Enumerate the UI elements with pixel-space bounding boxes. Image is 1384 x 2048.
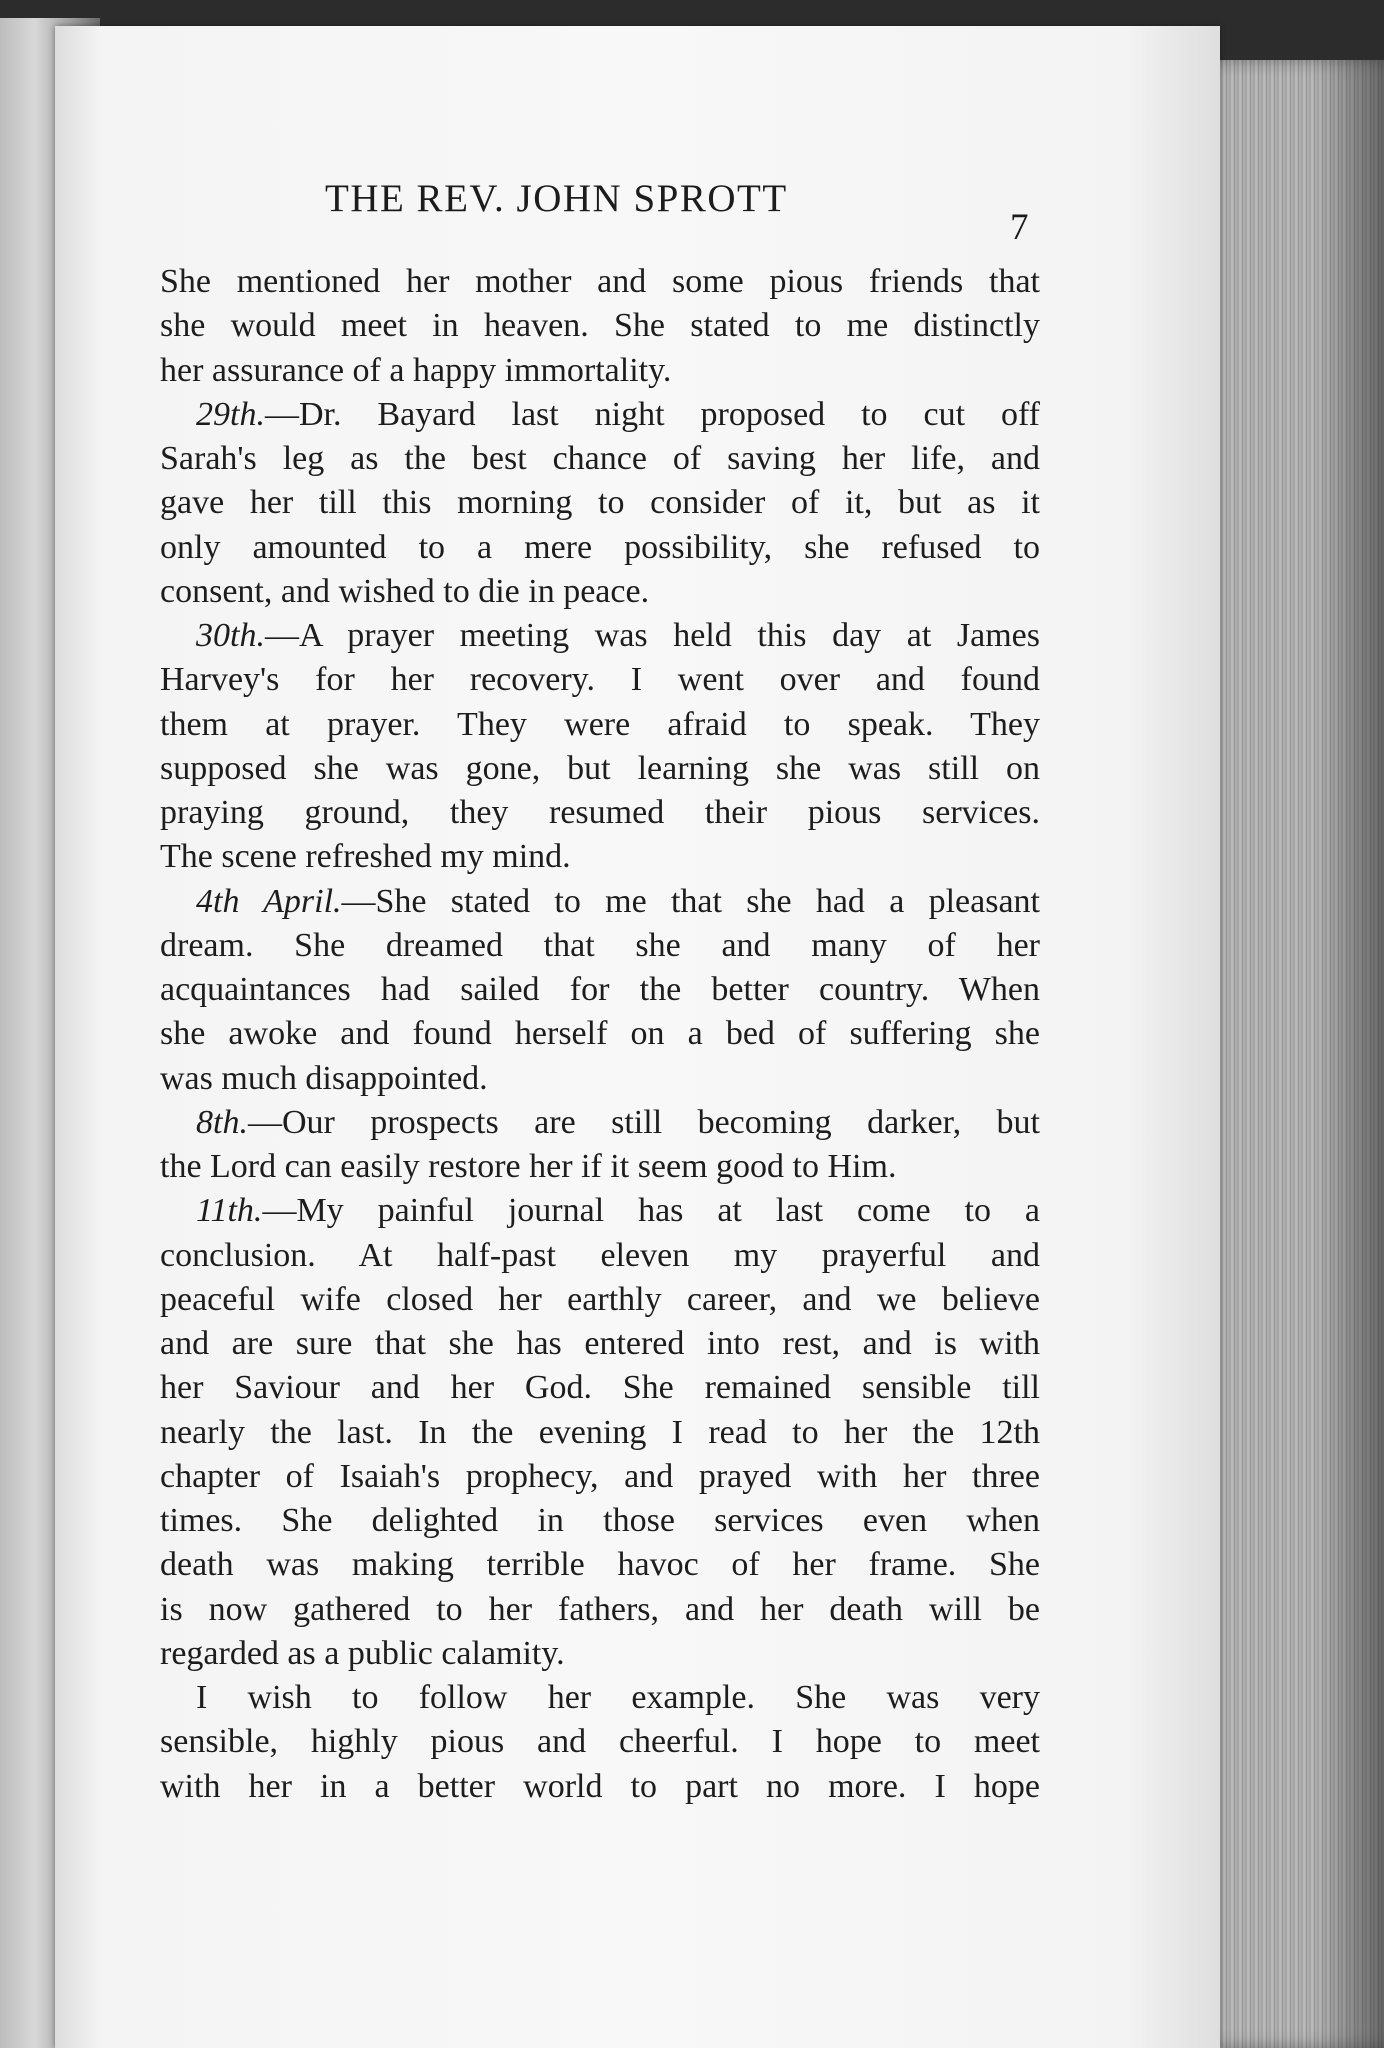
text-line: only amounted to a mere possibility, she refused to xyxy=(160,528,1040,566)
text-line: death was making terrible havoc of her frame. She xyxy=(160,1546,1040,1584)
running-title: THE REV. JOHN SPROTT xyxy=(325,177,788,220)
text-line: supposed she was gone, but learning she was still on xyxy=(160,749,1040,787)
entry-date: 8th. xyxy=(196,1103,248,1141)
text-line: times. She delighted in those services even when xyxy=(160,1502,1040,1539)
text-line: Sarah's leg as the best chance of saving her life, and xyxy=(160,440,1040,477)
entry-date: 30th. xyxy=(196,617,265,654)
text-line: I wish to follow her example. She was very xyxy=(196,1679,1040,1716)
text-line xyxy=(160,880,1040,924)
text-line: The scene refreshed my mind. xyxy=(160,838,571,876)
text-line: dream. She dreamed that she and many of her xyxy=(160,926,1040,964)
book-page xyxy=(55,26,1220,2048)
entry-text: —Dr. Bayard last night proposed to cut off xyxy=(264,395,1040,433)
text-line: consent, and wished to die in peace. xyxy=(160,572,650,610)
text-line: regarded as a public calamity. xyxy=(160,1634,565,1672)
entry-date: 11th. xyxy=(196,1192,263,1230)
text-line: and are sure that she has entered into rest, and is with xyxy=(160,1325,1040,1362)
text-line xyxy=(160,1101,1040,1145)
entry-date: 29th. xyxy=(196,395,265,433)
text-line xyxy=(160,614,1040,658)
text-line: sensible, highly pious and cheerful. I hope to meet xyxy=(160,1723,1040,1761)
body-text xyxy=(160,260,1040,1809)
text-line xyxy=(160,393,1040,437)
entry-text: —My painful journal has at last come to a xyxy=(262,1192,1040,1230)
entry-text: —A prayer meeting was held this day at James xyxy=(264,617,1040,654)
text-line: peaceful wife closed her earthly career, and we believe xyxy=(160,1280,1040,1318)
text-line: nearly the last. In the evening I read to her the 12th xyxy=(160,1413,1040,1451)
text-line: acquaintances had sailed for the better country. When xyxy=(160,971,1040,1008)
entry-date: 4th April. xyxy=(196,882,342,920)
text-line: the Lord can easily restore her if it seem good to Him. xyxy=(160,1148,897,1185)
text-line: chapter of Isaiah's prophecy, and prayed with her three xyxy=(160,1457,1040,1495)
text-line: her Saviour and her God. She remained sensible till xyxy=(160,1369,1040,1407)
page-number: 7 xyxy=(1010,207,1029,248)
text-line: them at prayer. They were afraid to speak. They xyxy=(160,705,1040,743)
text-line: gave her till this morning to consider of it, but as it xyxy=(160,484,1040,522)
text-line xyxy=(160,1189,1040,1233)
text-line: with her in a better world to part no more. I hope xyxy=(160,1767,1040,1805)
text-line: praying ground, they resumed their pious services. xyxy=(160,794,1040,831)
text-line: her assurance of a happy immortality. xyxy=(160,351,672,389)
text-line: she awoke and found herself on a bed of suffering she xyxy=(160,1015,1040,1053)
text-line: is now gathered to her fathers, and her death will be xyxy=(160,1590,1040,1628)
entry-text: —She stated to me that she had a pleasant xyxy=(341,882,1040,920)
text-line: she would meet in heaven. She stated to me distinctly xyxy=(160,307,1040,345)
text-line: She mentioned her mother and some pious friends that xyxy=(160,263,1040,300)
entry-text: —Our prospects are still becoming darker, but xyxy=(247,1103,1040,1141)
text-line: was much disappointed. xyxy=(160,1059,488,1097)
text-line: conclusion. At half-past eleven my prayerful and xyxy=(160,1236,1040,1274)
text-line: Harvey's for her recovery. I went over and found xyxy=(160,661,1040,699)
